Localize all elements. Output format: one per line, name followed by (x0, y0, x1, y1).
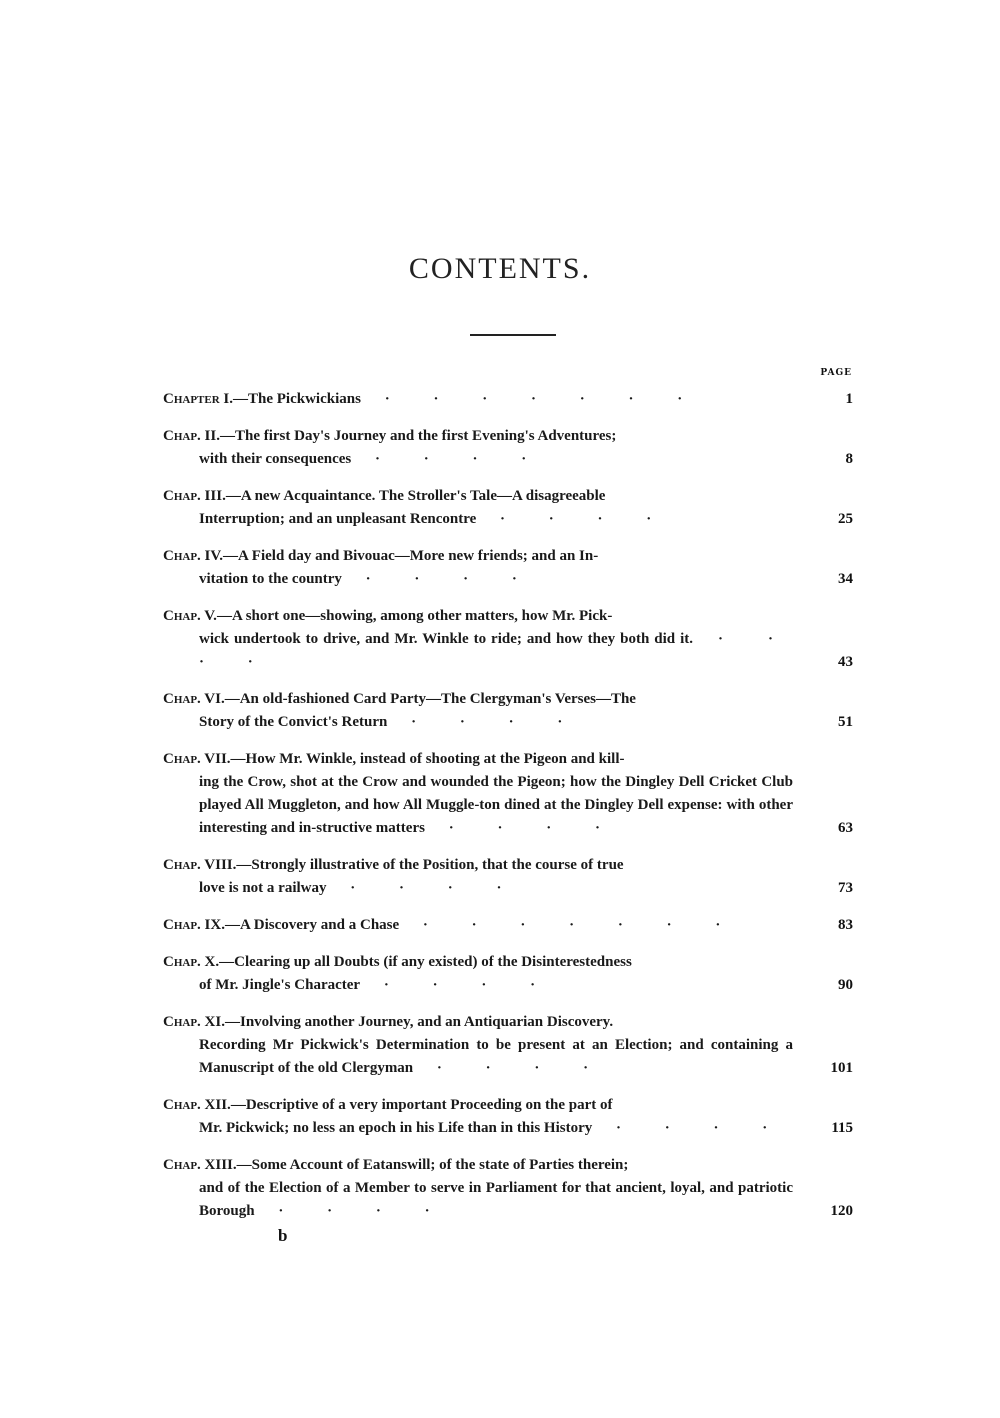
page-title: CONTENTS. (408, 252, 592, 285)
signature-mark: b (278, 1226, 288, 1245)
toc-entry[interactable] (163, 748, 853, 840)
chapter-label: Chap. VIII. (163, 857, 237, 873)
toc-entry-text (163, 545, 793, 591)
leader-dots: · · · · (254, 1203, 450, 1219)
chapter-title-continuation: ing the Crow, shot at the Crow and wounded the Pigeon; how the Dingley Dell Cricket Club played All Muggleton, and how All Muggle-ton dined at the Dingley Dell expense: with other interesting and in-structive matters (199, 774, 793, 836)
chapter-label: Chap. XII. (163, 1097, 231, 1113)
chapter-label: Chap. X. (163, 954, 220, 970)
leader-dots: · · · · (387, 714, 583, 730)
leader-dots: · · · · · · · (360, 391, 703, 407)
toc-entry[interactable] (163, 688, 853, 734)
chapter-title-first-line: —Some Account of Eatanswill; of the state of Parties therein; (236, 1157, 629, 1173)
chapter-title-first-line: —How Mr. Winkle, instead of shooting at the Pigeon and kill- (230, 751, 625, 767)
toc-entry[interactable] (163, 388, 853, 411)
leader-dots: · · · · (360, 977, 556, 993)
leader-dots: · · · · (413, 1060, 609, 1076)
page-number: 8 (845, 451, 853, 467)
leader-dots: · · · · (326, 880, 522, 896)
toc-entry[interactable] (163, 485, 853, 531)
chapter-title-continuation: of Mr. Jingle's Character (199, 977, 361, 993)
toc-entry[interactable] (163, 1094, 853, 1140)
page-number: 90 (838, 977, 853, 993)
toc-entry-text (163, 951, 793, 997)
chapter-label: Chap. IV. (163, 548, 224, 564)
toc-entry-text (163, 485, 793, 531)
chapter-label: Chap. XI. (163, 1014, 225, 1030)
page-number: 115 (831, 1120, 853, 1136)
page-number: 83 (838, 917, 853, 933)
toc-entry[interactable] (163, 1011, 853, 1080)
page-number: 51 (838, 714, 853, 730)
toc-entry-text (163, 854, 793, 900)
page-number: 1 (845, 391, 853, 407)
leader-dots: · · · · (199, 631, 793, 670)
toc-entry-text (163, 748, 793, 840)
chapter-title-continuation: vitation to the country (199, 571, 342, 587)
chapter-title-continuation: Mr. Pickwick; no less an epoch in his Life than in this History (199, 1120, 593, 1136)
toc-entry-text (163, 914, 793, 937)
chapter-title-first-line: —A Discovery and a Chase (224, 917, 400, 933)
toc-entry-text (163, 425, 793, 471)
page-number: 73 (838, 880, 853, 896)
toc-entry-text (163, 1154, 793, 1223)
chapter-title-continuation: Interruption; and an unpleasant Rencontre (199, 511, 477, 527)
leader-dots: · · · · (424, 820, 620, 836)
toc-entry[interactable] (163, 854, 853, 900)
toc-entry[interactable] (163, 605, 853, 674)
toc-entry[interactable] (163, 545, 853, 591)
chapter-title-first-line: —Descriptive of a very important Proceeding on the part of (230, 1097, 613, 1113)
toc-entry[interactable] (163, 1154, 853, 1223)
chapter-label: Chap. III. (163, 488, 226, 504)
toc-entry-text (163, 388, 793, 411)
chapter-title-first-line: —Clearing up all Doubts (if any existed) of the Disinterestedness (219, 954, 632, 970)
page-number: 63 (838, 820, 853, 836)
chapter-title-continuation: love is not a railway (199, 880, 327, 896)
chapter-title-first-line: —A short one—showing, among other matters, how Mr. Pick- (216, 608, 613, 624)
chapter-label: Chap. V. (163, 608, 217, 624)
toc-entry-text (163, 1011, 793, 1080)
leader-dots: · · · · (351, 451, 547, 467)
page-number: 43 (838, 654, 853, 670)
leader-dots: · · · · · · · (399, 917, 741, 933)
chapter-title-first-line: —The first Day's Journey and the first Evening's Adventures; (219, 428, 617, 444)
chapter-title-first-line: —The Pickwickians (233, 391, 361, 407)
title-rule (470, 334, 556, 336)
toc-entry[interactable] (163, 951, 853, 997)
chapter-label: Chap. VII. (163, 751, 231, 767)
toc-entry[interactable] (163, 425, 853, 471)
toc-entry[interactable] (163, 914, 853, 937)
chapter-title-continuation: and of the Election of a Member to serve in Parliament for that ancient, loyal, and patriotic Borough (199, 1180, 793, 1219)
chapter-title-continuation: Recording Mr Pickwick's Determination to be present at an Election; and containing a Manuscript of the old Clergyman (199, 1037, 793, 1076)
chapter-label: Chapter I. (163, 391, 234, 407)
page-column-label: PAGE (820, 368, 852, 378)
chapter-title-first-line: —Strongly illustrative of the Position, that the course of true (236, 857, 624, 873)
chapter-title-continuation: wick undertook to drive, and Mr. Winkle to ride; and how they both did it. (199, 631, 694, 647)
page-number: 34 (838, 571, 853, 587)
page-number: 25 (838, 511, 853, 527)
leader-dots: · · · · (476, 511, 672, 527)
toc-entry-text (163, 605, 793, 674)
chapter-label: Chap. II. (163, 428, 220, 444)
toc-entry-text (163, 688, 793, 734)
toc-entry-text (163, 1094, 793, 1140)
chapter-label: Chap. XIII. (163, 1157, 237, 1173)
table-of-contents (163, 388, 853, 1237)
chapter-title-first-line: —An old-fashioned Card Party—The Clergyman's Verses—The (224, 691, 636, 707)
leader-dots: · · · · (341, 571, 537, 587)
page-number: 101 (830, 1060, 853, 1076)
chapter-title-first-line: —A Field day and Bivouac—More new friends; and an In- (223, 548, 599, 564)
chapter-label: Chap. VI. (163, 691, 225, 707)
leader-dots: · · · · (592, 1120, 788, 1136)
page-number: 120 (830, 1203, 853, 1219)
chapter-title-first-line: —A new Acquaintance. The Stroller's Tale—A disagreeable (225, 488, 606, 504)
chapter-label: Chap. IX. (163, 917, 225, 933)
chapter-title-continuation: Story of the Convict's Return (199, 714, 388, 730)
chapter-title-continuation: with their consequences (199, 451, 352, 467)
chapter-title-first-line: —Involving another Journey, and an Antiquarian Discovery. (224, 1014, 614, 1030)
